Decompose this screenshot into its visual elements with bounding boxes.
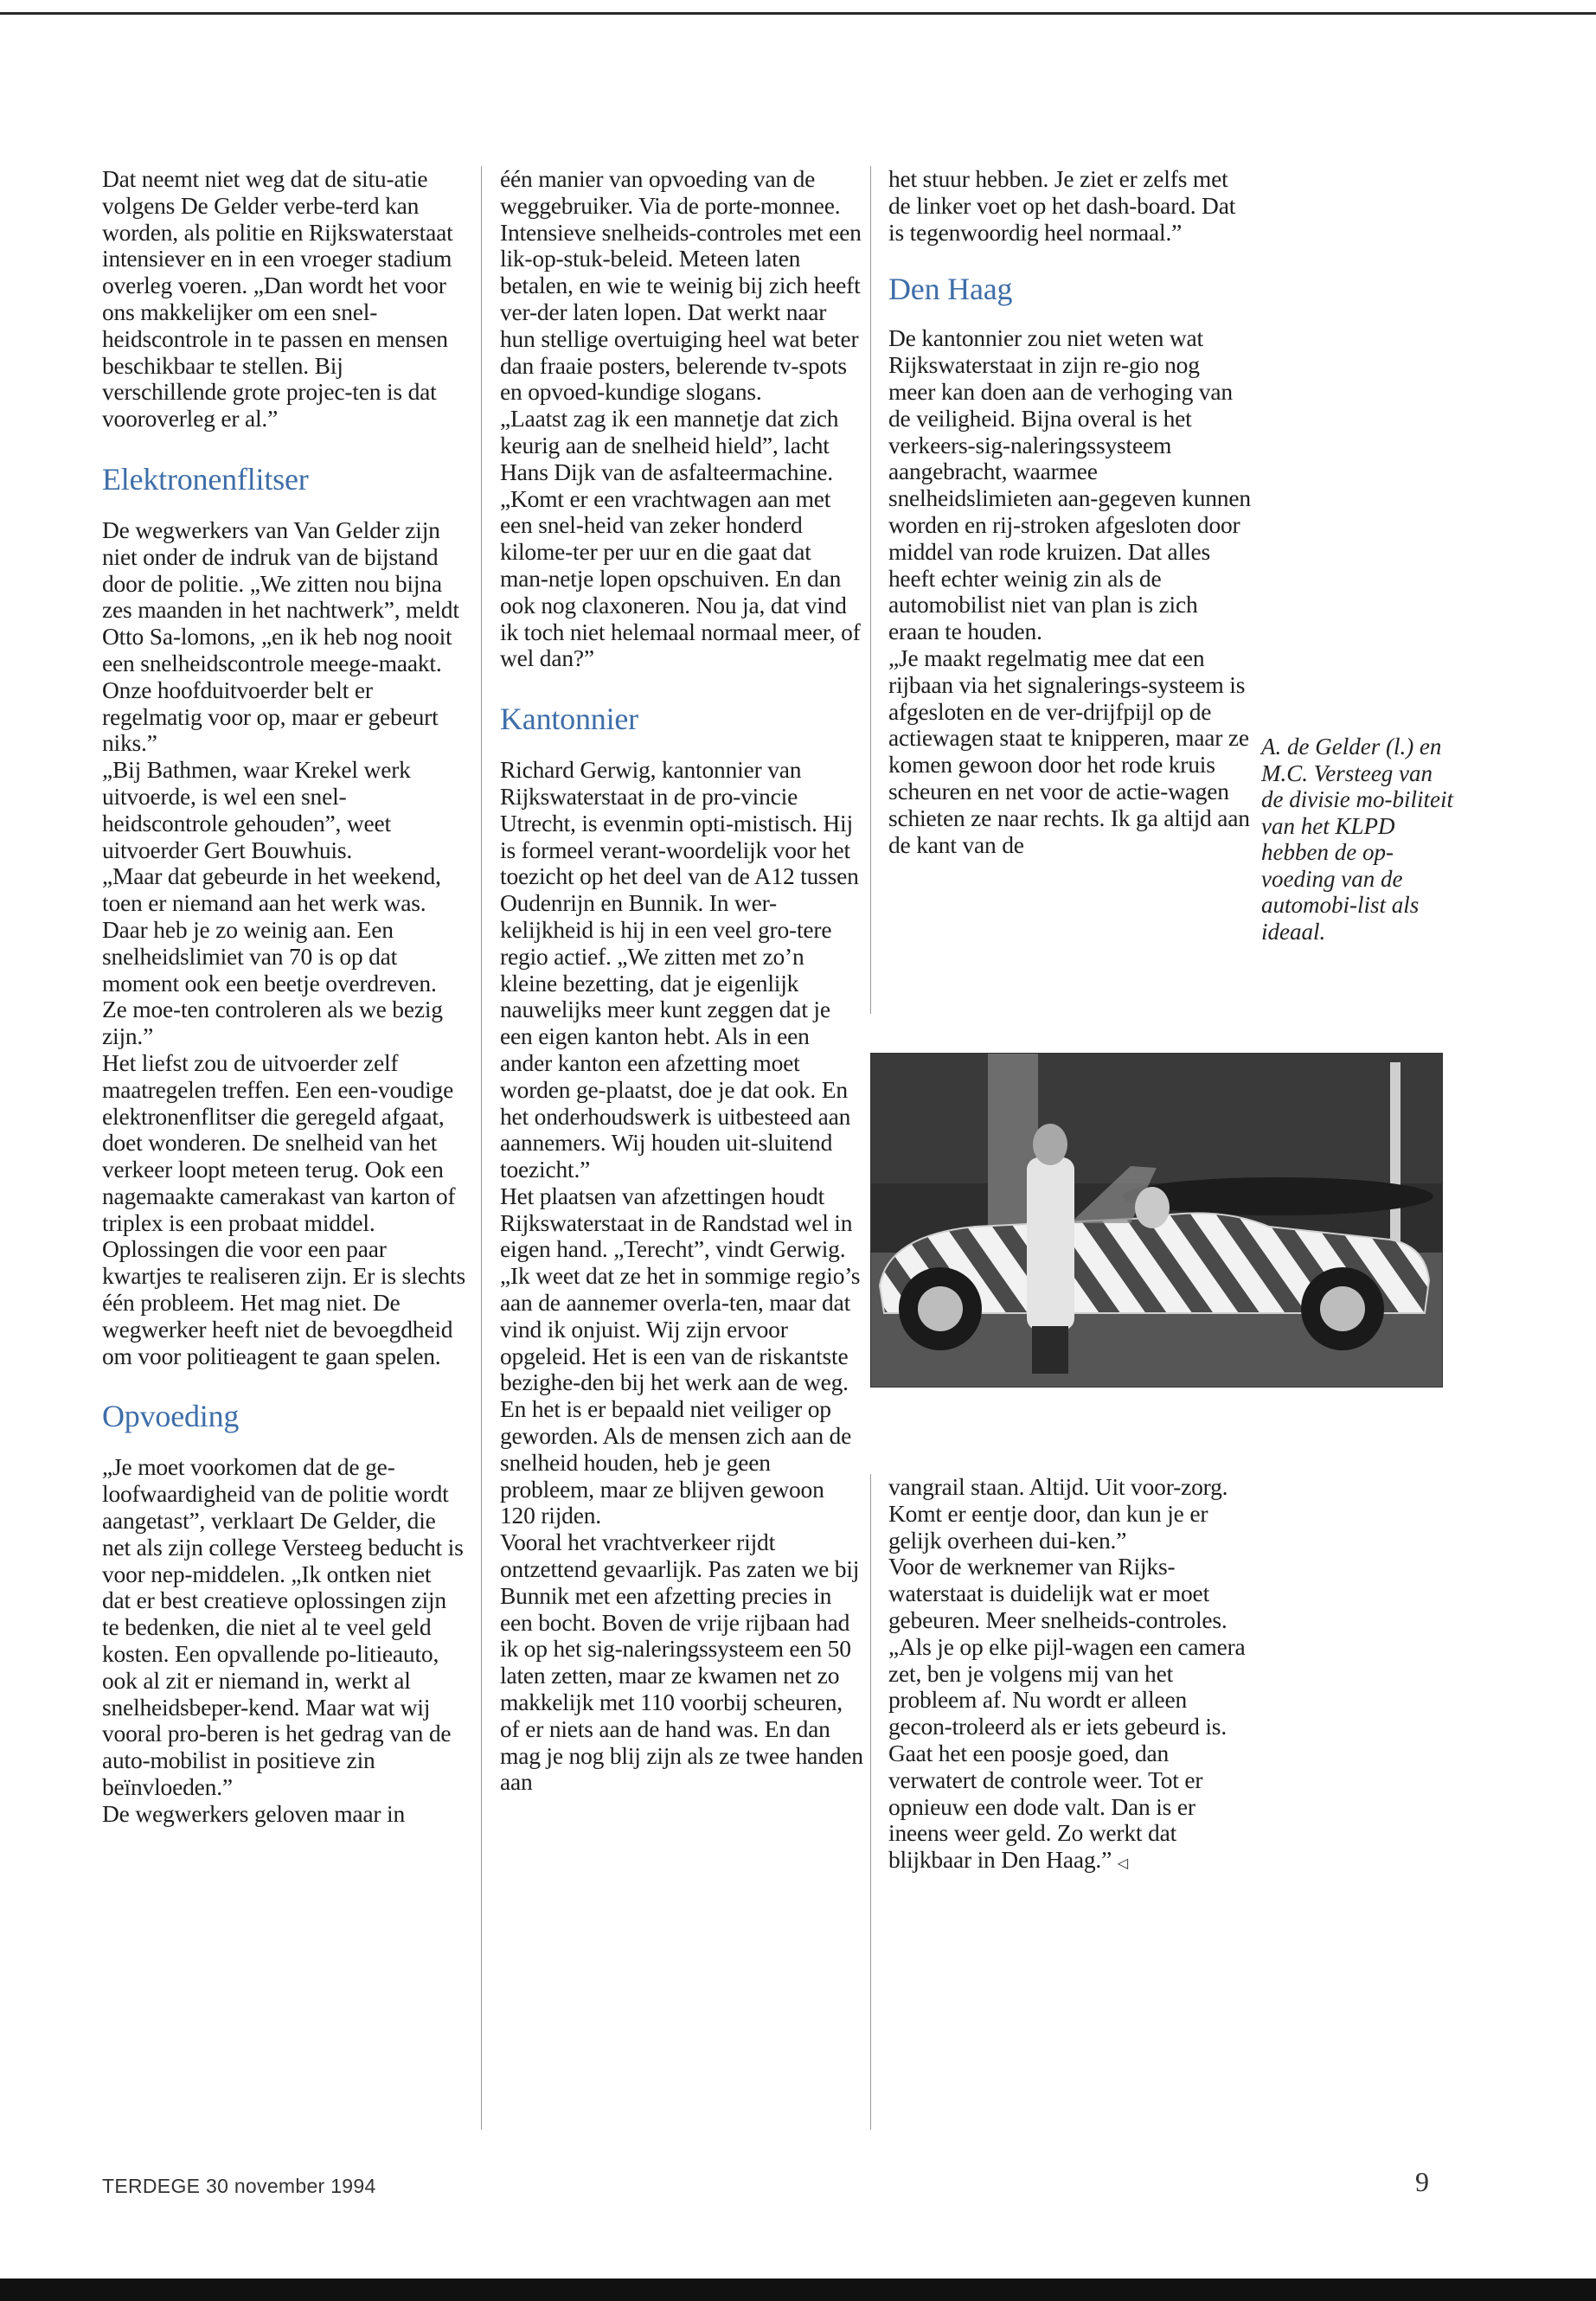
photo-caption: A. de Gelder (l.) en M.C. Versteeg van de divisie mo-biliteit van het KLPD hebben de op-voeding van de automobi-list als ideaal. — [1261, 734, 1453, 945]
front-wheel-hub — [918, 1286, 963, 1331]
officer-body — [1027, 1157, 1074, 1330]
paragraph: „Laatst zag ik een mannetje dat zich keurig aan de snelheid hield”, lacht Hans Dijk van de asfalteermachine. „Komt er een vrachtwagen aan met een snel-heid van zeker honderd kilome-ter per uur en die gaat dat man-netje lopen opschuiven. En dan ook nog claxoneren. Nou ja, dat vind ik toch niet helemaal normaal meer, of wel dan?” — [500, 405, 861, 672]
officer-legs — [1032, 1326, 1068, 1374]
paragraph: „Je maakt regelmatig mee dat een rijbaan via het signalerings-systeem is afgesloten en de ver-drijfpijl op de actiewagen staat te knipperen, maar ze komen gewoon door het rode kruis scheuren en net voor de actie-wagen schieten ze naar rechts. Ik ga altijd aan de kant van de — [888, 644, 1250, 858]
column-divider — [870, 166, 871, 1014]
paragraph: „Bij Bathmen, waar Krekel werk uitvoerde, is wel een snel-heidscontrole gehouden”, weet uitvoerder Gert Bouwhuis. — [102, 756, 411, 863]
column-2 — [500, 166, 863, 1796]
paragraph: De kantonnier zou niet weten wat Rijkswaterstaat in zijn re-gio nog meer kan doen aan de verhoging van de veiligheid. Bijna overal is het verkeers-sig-naleringssysteem aangebracht, waarmee snelheidslimieten aan-gegeven kunnen worden en rij-stroken afgesloten door middel van rode kruizen. Dat alles heeft echter weinig zin als de automobilist niet van plan is zich eraan te houden. — [888, 324, 1251, 645]
foliage — [871, 1054, 1442, 1183]
top-rule — [0, 12, 1596, 15]
column-1 — [102, 166, 465, 1828]
end-of-article-icon: ◁ — [1117, 1855, 1128, 1872]
column-divider — [870, 1474, 871, 2130]
subheading-kantonnier: Kantonnier — [500, 702, 638, 737]
column-divider — [481, 166, 482, 2130]
subheading-den-haag: Den Haag — [888, 272, 1013, 307]
bottom-band — [0, 2279, 1596, 2301]
paragraph: het stuur hebben. Je ziet er zelfs met de linker voet op het dash-board. Dat is tegenwoordig heel normaal.” — [888, 165, 1236, 246]
subheading-elektronenflitser: Elektronenflitser — [102, 461, 309, 497]
paragraph: De wegwerkers geloven maar in — [102, 1799, 406, 1827]
paragraph: „Je moet voorkomen dat de ge-loofwaardigheid van de politie wordt aangetast”, verklaart De Gelder, die net als zijn college Versteeg beducht is voor nep-middelen. „Ik ontken niet dat er best creatieve oplossingen zijn te bedenken, die niet al te veel geld kosten. Een opvallende po-litieauto, ook al zit er niemand in, werkt al snelheidsbeper-kend. Maar wat wij vooral pro-beren is het gedrag van de auto-mobilist in positieve zin beïnvloeden.” — [102, 1453, 464, 1801]
paragraph: Het liefst zou de uitvoerder zelf maatregelen treffen. Een een-voudige elektronenflitser die geregeld afgaat, doet wonderen. De snelheid van het verkeer loopt meteen terug. Ook een nagemaakte camerakast van karton of triplex is een probaat middel. Oplossingen die voor een paar kwartjes te realiseren zijn. Er is slechts één probleem. Het mag niet. De wegwerker heeft niet de bevoegdheid om voor politieagent te gaan spelen. — [102, 1048, 465, 1369]
page-number: 9 — [1415, 2166, 1429, 2197]
photo-police-car — [870, 1053, 1443, 1388]
footer-publication: TERDEGE 30 november 1994 — [102, 2175, 376, 2197]
paragraph: „Maar dat gebeurde in het weekend, toen er niemand aan het werk was. Daar heb je zo weinig aan. Een snelheidslimiet van 70 is op dat moment ook een beetje overdreven. Ze moe-ten controleren als we bezig zijn.” — [102, 862, 443, 1050]
paragraph: Vooral het vrachtverkeer rijdt ontzettend gevaarlijk. Pas zaten we bij Bunnik met een afzetting precies in een bocht. Boven de vrije rijbaan had ik op het sig-naleringssysteem een 50 laten zetten, maar ze kwamen net zo makkelijk met 110 voorbij scheuren, of er niets aan de hand was. En dan mag je nog blij zijn als ze twee handen aan — [500, 1529, 863, 1796]
paragraph-text: Voor de werknemer van Rijks-waterstaat is duidelijk wat er moet gebeuren. Meer snelheids-controles. „Als je op elke pijl-wagen een camera zet, ben je volgens mij van het probleem af. Nu wordt er alleen gecon-troleerd als er iets gebeurd is. Gaat het een poosje goed, dan verwatert de controle weer. Tot er opnieuw een dode valt. Dan is er ineens weer geld. Zo werkt dat blijkbaar in Den Haag.” — [888, 1553, 1246, 1874]
paragraph: vangrail staan. Altijd. Uit voor-zorg. Komt er eentje door, dan kun je er gelijk overheen dui-ken.” — [888, 1473, 1228, 1554]
column-3-top — [888, 166, 1252, 858]
rear-wheel-hub — [1320, 1286, 1365, 1331]
paragraph: De wegwerkers van Van Gelder zijn niet onder de indruk van de bijstand door de politie. „We zitten nou bijna zes maanden in het nachtwerk”, meldt Otto Sa-lomons, „en ik heb nog nooit een snelheidscontrole meege-maakt. Onze hoofduitvoerder belt er regelmatig voor op, maar er gebeurt niks.” — [102, 516, 459, 757]
paragraph — [888, 1554, 1252, 1877]
subheading-opvoeding: Opvoeding — [102, 1399, 240, 1434]
paragraph: Richard Gerwig, kantonnier van Rijkswaterstaat in de pro-vincie Utrecht, is evenmin opti-mistisch. Hij is formeel verant-woordelijk voor het toezicht op het deel van de A12 tussen Oudenrijn en Bunnik. In wer-kelijkheid is hij in een veel gro-tere regio actief. „We zitten met zo’n kleine bezetting, dat je eigenlijk nauwelijks meer kunt zeggen dat je een eigen kanton hebt. Als in een ander kanton een afzetting moet worden ge-plaatst, doe je dat ook. En het onderhoudswerk is uitbesteed aan aannemers. Wij houden uit-sluitend toezicht.” — [500, 756, 859, 1183]
column-3-bottom — [888, 1474, 1252, 1877]
paragraph: Dat neemt niet weg dat de situ-atie volgens De Gelder verbe-terd kan worden, als politie en Rijkswaterstaat intensiever en in een vroeger stadium overleg voeren. „Dan wordt het voor ons makkelijker om een snel-heidscontrole in te passen en mensen beschikbaar te stellen. Bij verschillende grote projec-ten is dat vooroverleg er al.” — [102, 165, 453, 433]
driver-head — [1135, 1187, 1170, 1228]
officer-head — [1033, 1124, 1067, 1165]
paragraph: één manier van opvoeding van de weggebruiker. Via de porte-monnee. Intensieve snelheids-controles met een lik-op-stuk-beleid. Meteen laten betalen, en wie te weinig bij zich heeft ver-der laten lopen. Dat werkt naar hun stellige overtuiging heel wat beter dan fraaie posters, belerende tv-spots en opvoed-kundige slogans. — [500, 165, 862, 406]
paragraph: Het plaatsen van afzettingen houdt Rijkswaterstaat in de Randstad wel in eigen hand. „Terecht”, vindt Gerwig. „Ik weet dat ze het in sommige regio’s aan de aannemer overla-ten, maar dat vind ik onjuist. Wij zijn ervoor opgeleid. Het is een van de riskantste bezighe-den bij het werk aan de weg. En het is er bepaald niet veiliger op geworden. Als de mensen zich aan de snelheid houden, heb je geen probleem, maar ze blijven gewoon 120 rijden. — [500, 1182, 861, 1529]
